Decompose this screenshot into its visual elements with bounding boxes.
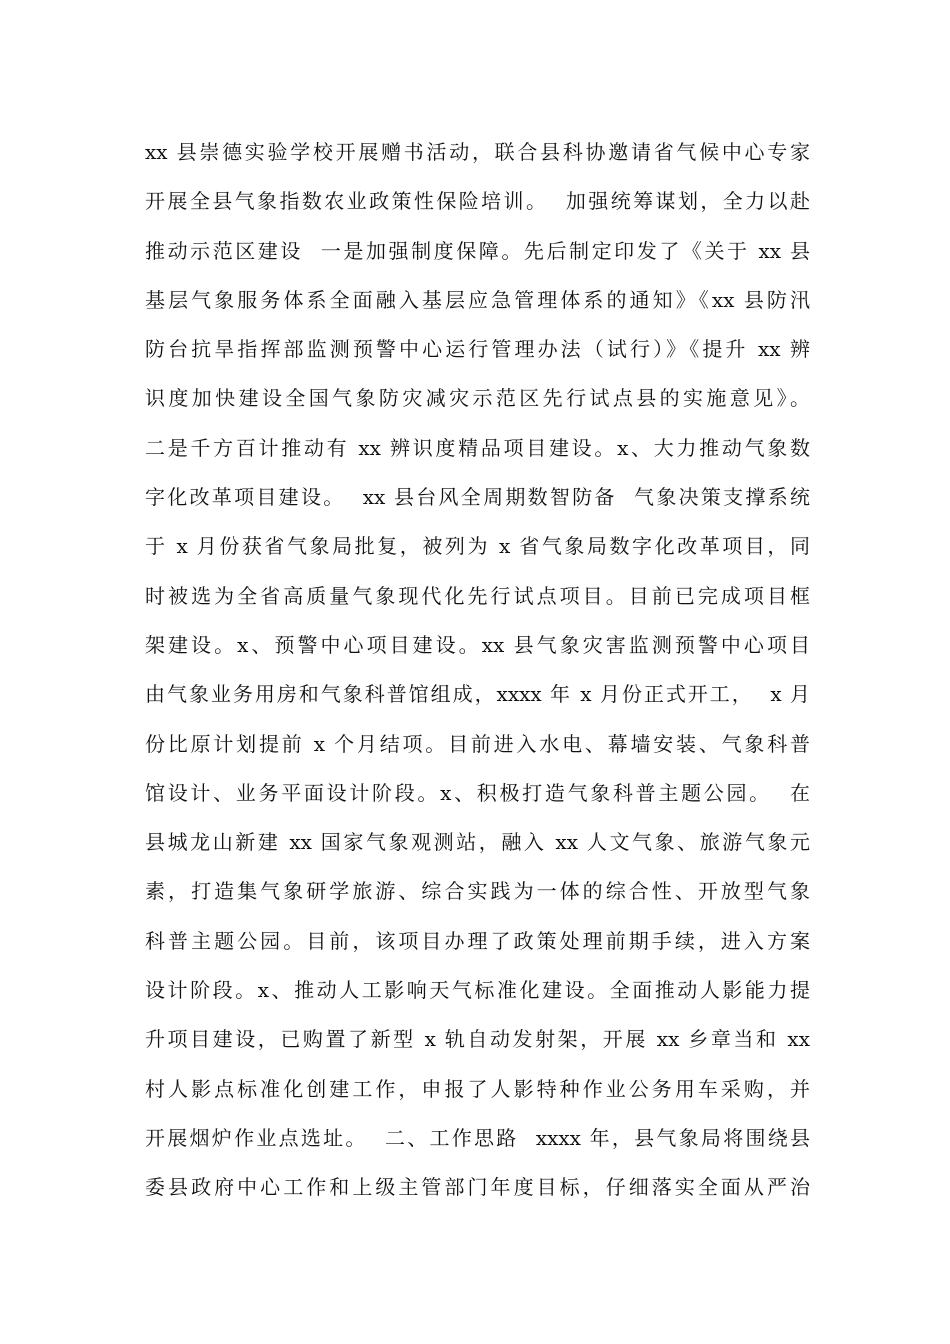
text-line: 开展烟炉作业点选址。 二、工作思路 xxxx 年，县气象局将围绕县 (145, 1125, 810, 1150)
text-line: 升项目建设，已购置了新型 x 轨自动发射架，开展 xx 乡章当和 xx (145, 1027, 810, 1052)
text-line: 设计阶段。x、推动人工影响天气标准化建设。全面推动人影能力提 (145, 978, 810, 1003)
text-line: 识度加快建设全国气象防灾减灾示范区先行试点县的实施意见》。 (145, 386, 810, 411)
text-line: 素，打造集气象研学旅游、综合实践为一体的综合性、开放型气象 (145, 879, 810, 904)
text-line: 于 x 月份获省气象局批复，被列为 x 省气象局数字化改革项目，同 (145, 534, 810, 559)
text-line: 架建设。x、预警中心项目建设。xx 县气象灾害监测预警中心项目 (145, 632, 810, 657)
text-line: 开展全县气象指数农业政策性保险培训。 加强统筹谋划，全力以赴 (145, 189, 810, 214)
text-line: 时被选为全省高质量气象现代化先行试点项目。目前已完成项目框 (145, 583, 810, 608)
text-line: 字化改革项目建设。 xx 县台风全周期数智防备 气象决策支撑系统 (145, 485, 810, 510)
text-line: 由气象业务用房和气象科普馆组成，xxxx 年 x 月份正式开工， x 月 (145, 682, 810, 707)
text-line: 推动示范区建设 一是加强制度保障。先后制定印发了《关于 xx 县 (145, 238, 810, 263)
text-line: 馆设计、业务平面设计阶段。x、积极打造气象科普主题公园。 在 (145, 780, 810, 805)
body-text (145, 134, 810, 1219)
text-line: 二是千方百计推动有 xx 辨识度精品项目建设。x、大力推动气象数 (145, 435, 810, 460)
text-line: 县城龙山新建 xx 国家气象观测站，融入 xx 人文气象、旅游气象元 (145, 830, 810, 855)
text-line: 科普主题公园。目前，该项目办理了政策处理前期手续，进入方案 (145, 928, 810, 953)
text-line: 基层气象服务体系全面融入基层应急管理体系的通知》《xx 县防汛 (145, 287, 810, 312)
text-line: 村人影点标准化创建工作，申报了人影特种作业公务用车采购，并 (145, 1076, 810, 1101)
text-line: 委县政府中心工作和上级主管部门年度目标，仔细落实全面从严治 (145, 1175, 810, 1200)
text-line: 份比原计划提前 x 个月结项。目前进入水电、幕墙安装、气象科普 (145, 731, 810, 756)
text-line: 防台抗旱指挥部监测预警中心运行管理办法（试行）》《提升 xx 辨 (145, 337, 810, 362)
text-line: xx 县崇德实验学校开展赠书活动，联合县科协邀请省气候中心专家 (145, 140, 810, 164)
